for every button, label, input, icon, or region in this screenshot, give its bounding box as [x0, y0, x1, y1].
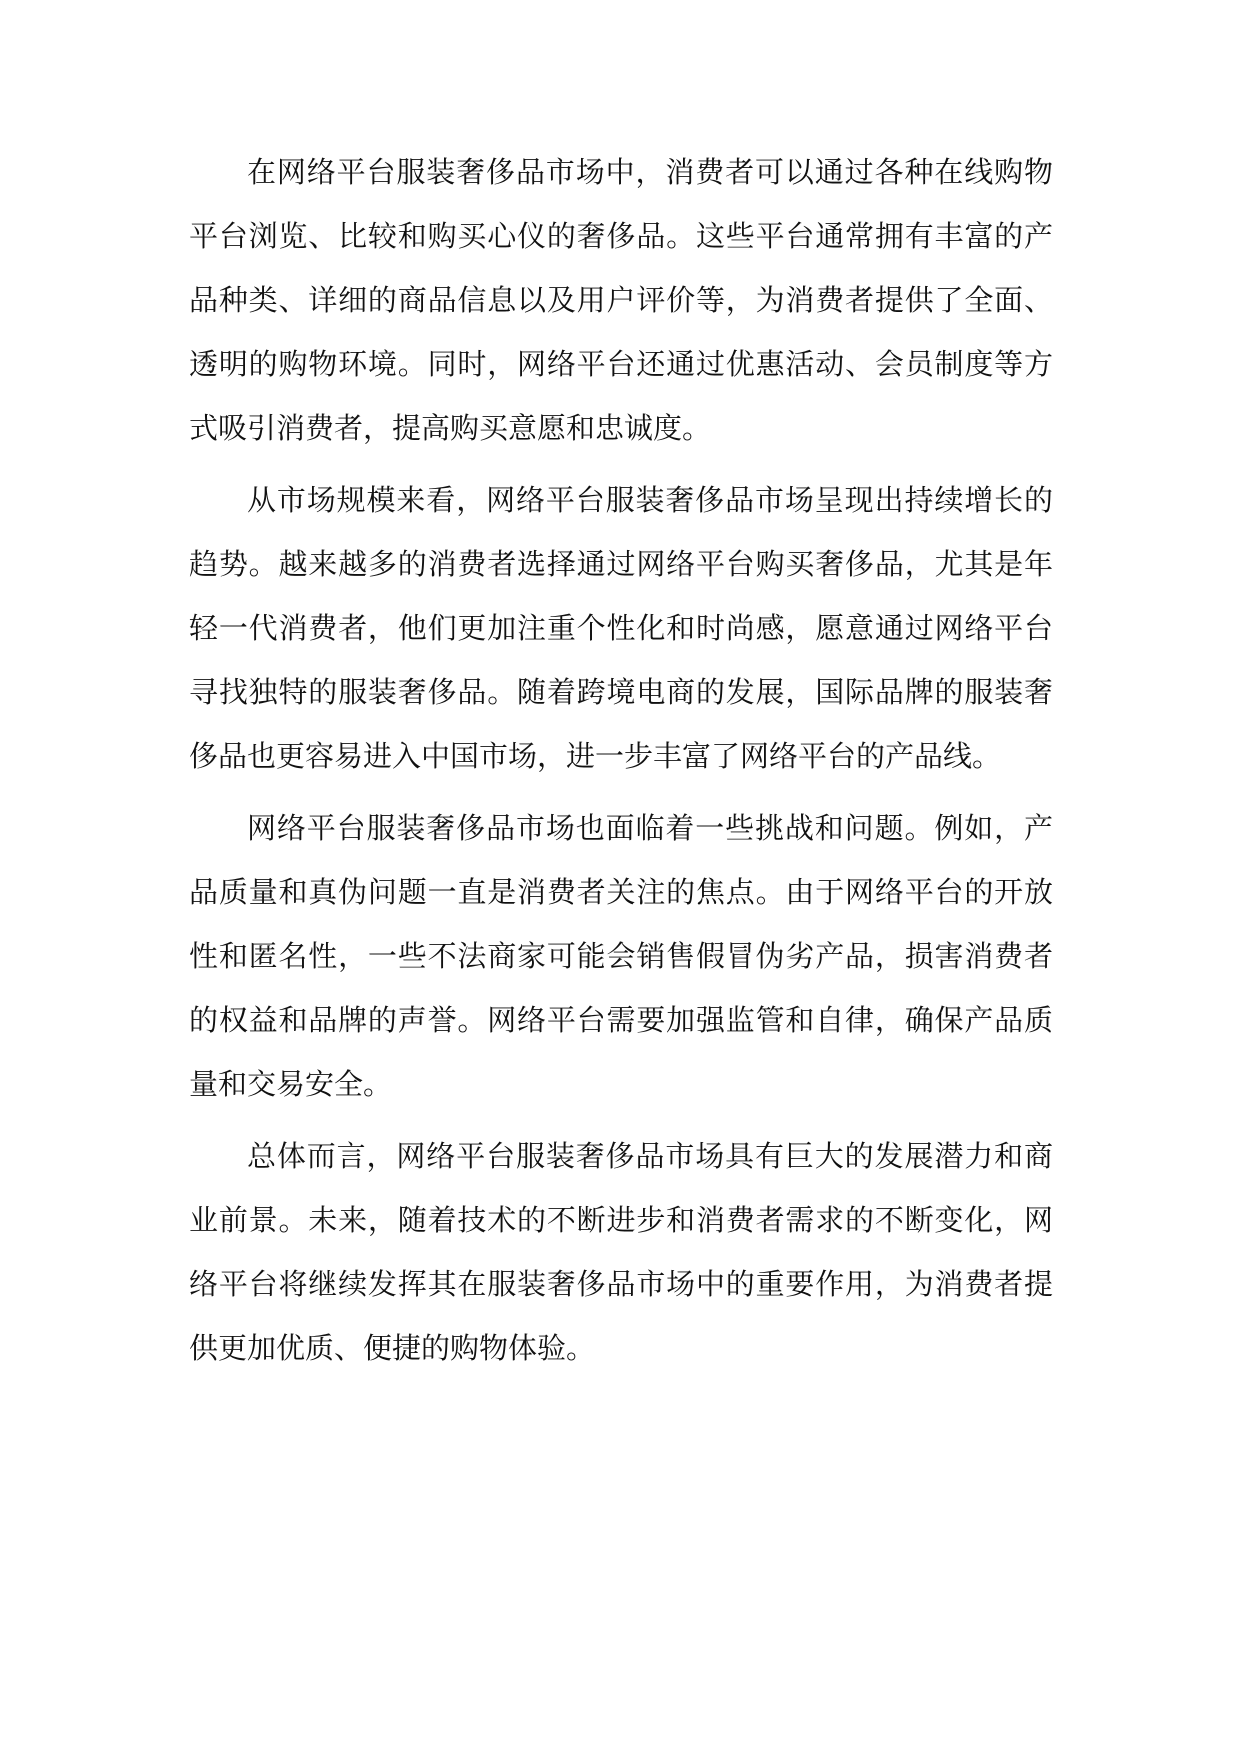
document-body — [189, 140, 1053, 1388]
paragraph-3: 网络平台服装奢侈品市场也面临着一些挑战和问题。例如，产品质量和真伪问题一直是消费者关注的焦点。由于网络平台的开放性和匿名性，一些不法商家可能会销售假冒伪劣产品，损害消费者的权益和品牌的声誉。网络平台需要加强监管和自律，确保产品质量和交易安全。 — [189, 811, 1053, 1101]
paragraph-1: 在网络平台服装奢侈品市场中，消费者可以通过各种在线购物平台浏览、比较和购买心仪的奢侈品。这些平台通常拥有丰富的产品种类、详细的商品信息以及用户评价等，为消费者提供了全面、透明的购物环境。同时，网络平台还通过优惠活动、会员制度等方式吸引消费者，提高购买意愿和忠诚度。 — [189, 155, 1053, 445]
paragraph-2: 从市场规模来看，网络平台服装奢侈品市场呈现出持续增长的趋势。越来越多的消费者选择通过网络平台购买奢侈品，尤其是年轻一代消费者，他们更加注重个性化和时尚感，愿意通过网络平台寻找独特的服装奢侈品。随着跨境电商的发展，国际品牌的服装奢侈品也更容易进入中国市场，进一步丰富了网络平台的产品线。 — [189, 483, 1053, 773]
paragraph-4: 总体而言，网络平台服装奢侈品市场具有巨大的发展潜力和商业前景。未来，随着技术的不断进步和消费者需求的不断变化，网络平台将继续发挥其在服装奢侈品市场中的重要作用，为消费者提供更加优质、便捷的购物体验。 — [189, 1139, 1053, 1365]
